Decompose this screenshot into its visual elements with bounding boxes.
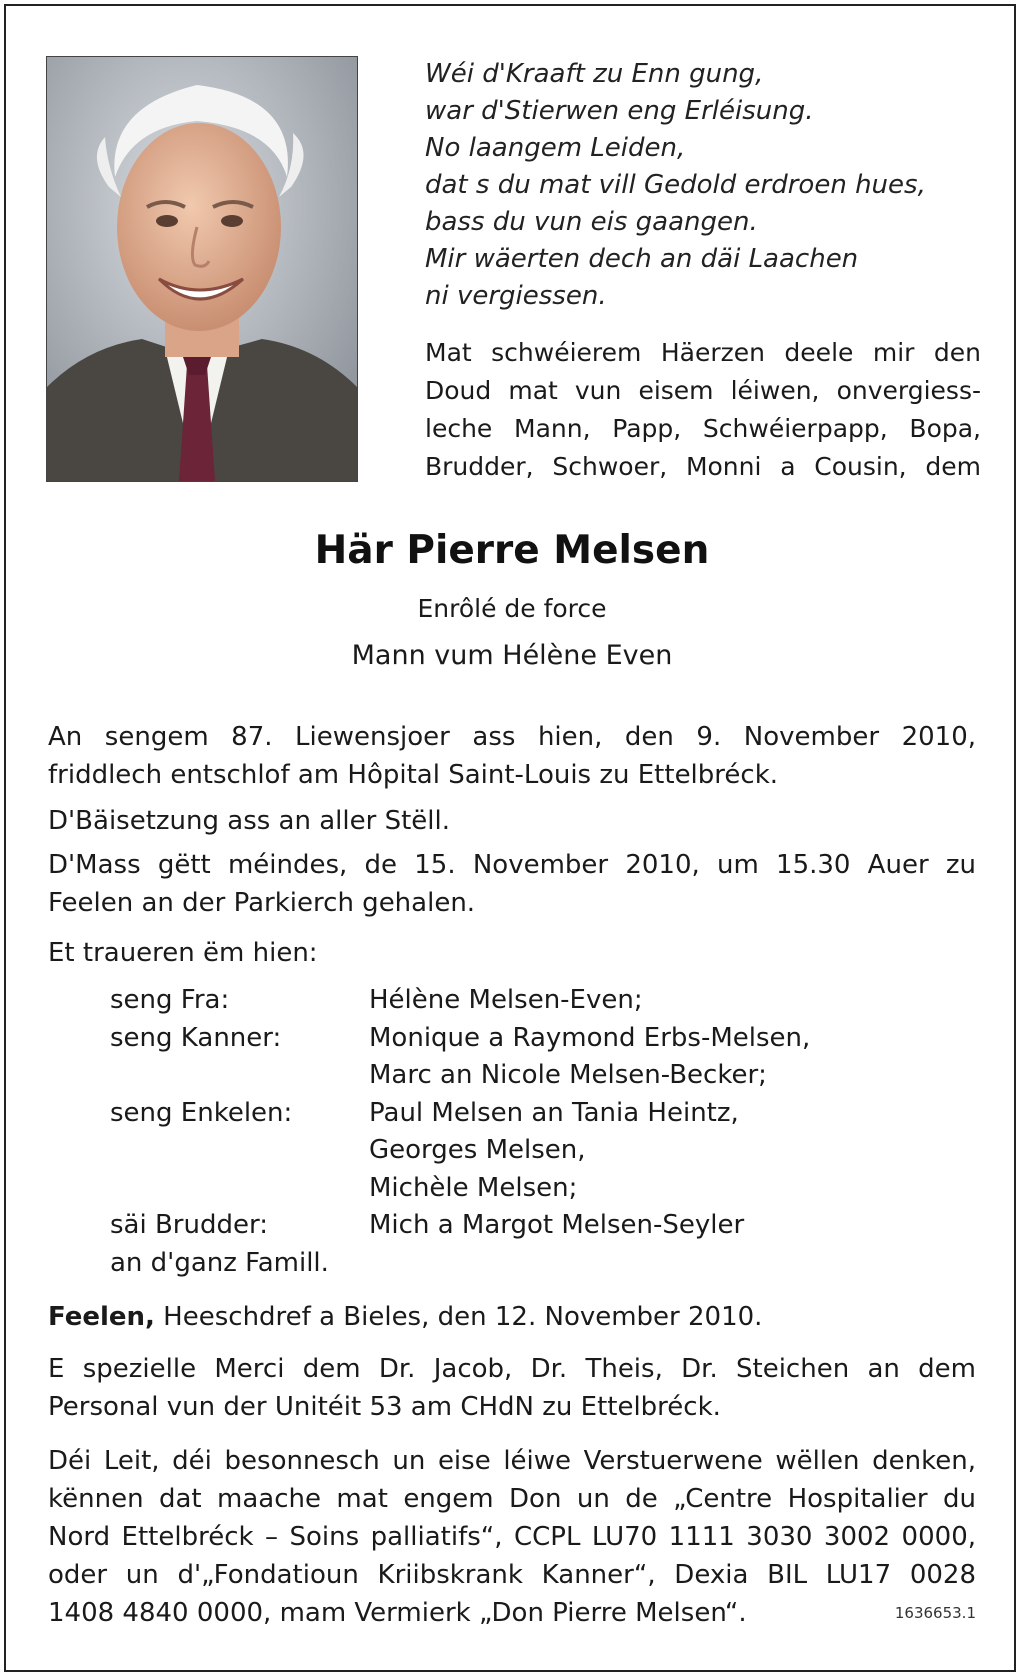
mourner-value bbox=[369, 1245, 948, 1283]
mourner-row bbox=[48, 1207, 948, 1245]
donation-line: Déi Leit, déi besonnesch un eise léiwe Verstuerwene wëllen denken, bbox=[48, 1446, 976, 1476]
mourner-label: seng Fra: bbox=[110, 985, 230, 1015]
spouse-line: Mann vum Hélène Even bbox=[351, 640, 673, 671]
donation-line: oder un d'„Fondatioun Kriibskrank Kanner“, Dexia BIL LU17 0028 bbox=[48, 1560, 976, 1590]
death-line: friddlech entschlof am Hôpital Saint-Louis zu Ettelbréck. bbox=[48, 760, 779, 790]
mourner-label bbox=[48, 1170, 369, 1208]
poem bbox=[425, 56, 985, 315]
mourner-label: seng Enkelen: bbox=[110, 1097, 293, 1128]
thanks-line: Personal vun der Unitéit 53 am CHdN zu Ettelbréck. bbox=[48, 1392, 721, 1422]
mourner-label: an d'ganz Famill. bbox=[110, 1247, 329, 1278]
mourner-label bbox=[48, 1057, 369, 1095]
mourner-label: seng Kanner: bbox=[110, 1022, 282, 1053]
mourner-row bbox=[48, 1020, 948, 1058]
mourners-list bbox=[48, 982, 948, 1282]
mourner-value: Mich a Margot Melsen-Seyler bbox=[369, 1210, 745, 1240]
mourner-row bbox=[48, 1132, 948, 1170]
donation-paragraph bbox=[48, 1442, 976, 1632]
death-line: An sengem 87. Liewensjoer ass hien, den 9. November 2010, bbox=[48, 722, 976, 752]
intro-text bbox=[425, 334, 981, 486]
poem-line: Wéi d'Kraaft zu Enn gung, bbox=[425, 59, 764, 89]
mass-line: D'Mass gëtt méindes, de 15. November 2010, um 15.30 Auer zu bbox=[48, 850, 976, 880]
place-date-line bbox=[48, 1298, 976, 1336]
mourner-value: Monique a Raymond Erbs-Melsen, bbox=[369, 1022, 811, 1053]
mass-line: Feelen an der Parkierch gehalen. bbox=[48, 888, 476, 918]
deceased-name: Här Pierre Melsen bbox=[314, 528, 710, 573]
donation-line: 1408 4840 0000, mam Vermierk „Don Pierre Melsen“. bbox=[48, 1598, 747, 1628]
poem-line: Mir wäerten dech an däi Laachen bbox=[425, 244, 859, 274]
donation-line: kënnen dat maache mat engem Don un de „Centre Hospitalier du bbox=[48, 1484, 976, 1514]
intro-line: Mat schwéierem Häerzen deele mir den bbox=[425, 338, 981, 367]
mourner-value: Marc an Nicole Melsen-Becker; bbox=[369, 1060, 767, 1090]
poem-line: No laangem Leiden, bbox=[425, 133, 686, 163]
mourner-row bbox=[48, 1245, 948, 1283]
intro-line: Doud mat vun eisem léiwen, onvergiess- bbox=[425, 376, 981, 405]
burial-paragraph bbox=[48, 802, 976, 840]
mourner-value: Georges Melsen, bbox=[369, 1135, 586, 1165]
deceased-title: Enrôlé de force bbox=[417, 594, 607, 623]
intro-line: leche Mann, Papp, Schwéierpapp, Bopa, bbox=[425, 414, 981, 443]
mourner-label bbox=[48, 1132, 369, 1170]
thanks-paragraph bbox=[48, 1350, 976, 1426]
mourner-value: Michèle Melsen; bbox=[369, 1172, 578, 1203]
mourners-intro: Et traueren ëm hien: bbox=[48, 938, 318, 968]
mourner-label: säi Brudder: bbox=[110, 1210, 268, 1240]
mourners-heading bbox=[48, 934, 976, 972]
mass-paragraph bbox=[48, 846, 976, 922]
donation-line: Nord Ettelbréck – Soins palliatifs“, CCPL LU70 1111 3030 3002 0000, bbox=[48, 1522, 976, 1552]
death-paragraph bbox=[48, 718, 976, 794]
place-date: Heeschdref a Bieles, den 12. November 2010. bbox=[154, 1302, 763, 1332]
poem-line: dat s du mat vill Gedold erdroen hues, bbox=[425, 170, 926, 200]
intro-line: Brudder, Schwoer, Monni a Cousin, dem bbox=[425, 452, 981, 481]
mourner-row bbox=[48, 982, 948, 1020]
mourner-row bbox=[48, 1057, 948, 1095]
reference-number: 1636653.1 bbox=[894, 1604, 976, 1622]
place-name: Feelen, bbox=[48, 1302, 155, 1332]
thanks-line: E spezielle Merci dem Dr. Jacob, Dr. Theis, Dr. Steichen an dem bbox=[48, 1354, 976, 1384]
mourner-row bbox=[48, 1095, 948, 1133]
mourner-value: Paul Melsen an Tania Heintz, bbox=[369, 1097, 739, 1128]
poem-line: war d'Stierwen eng Erléisung. bbox=[425, 96, 814, 126]
poem-line: ni vergiessen. bbox=[425, 281, 607, 311]
poem-line: bass du vun eis gaangen. bbox=[425, 207, 758, 237]
mourner-row bbox=[48, 1170, 948, 1208]
mourner-value: Hélène Melsen-Even; bbox=[369, 985, 643, 1015]
burial-line: D'Bäisetzung ass an aller Stëll. bbox=[48, 806, 450, 836]
portrait-photo bbox=[46, 56, 358, 482]
